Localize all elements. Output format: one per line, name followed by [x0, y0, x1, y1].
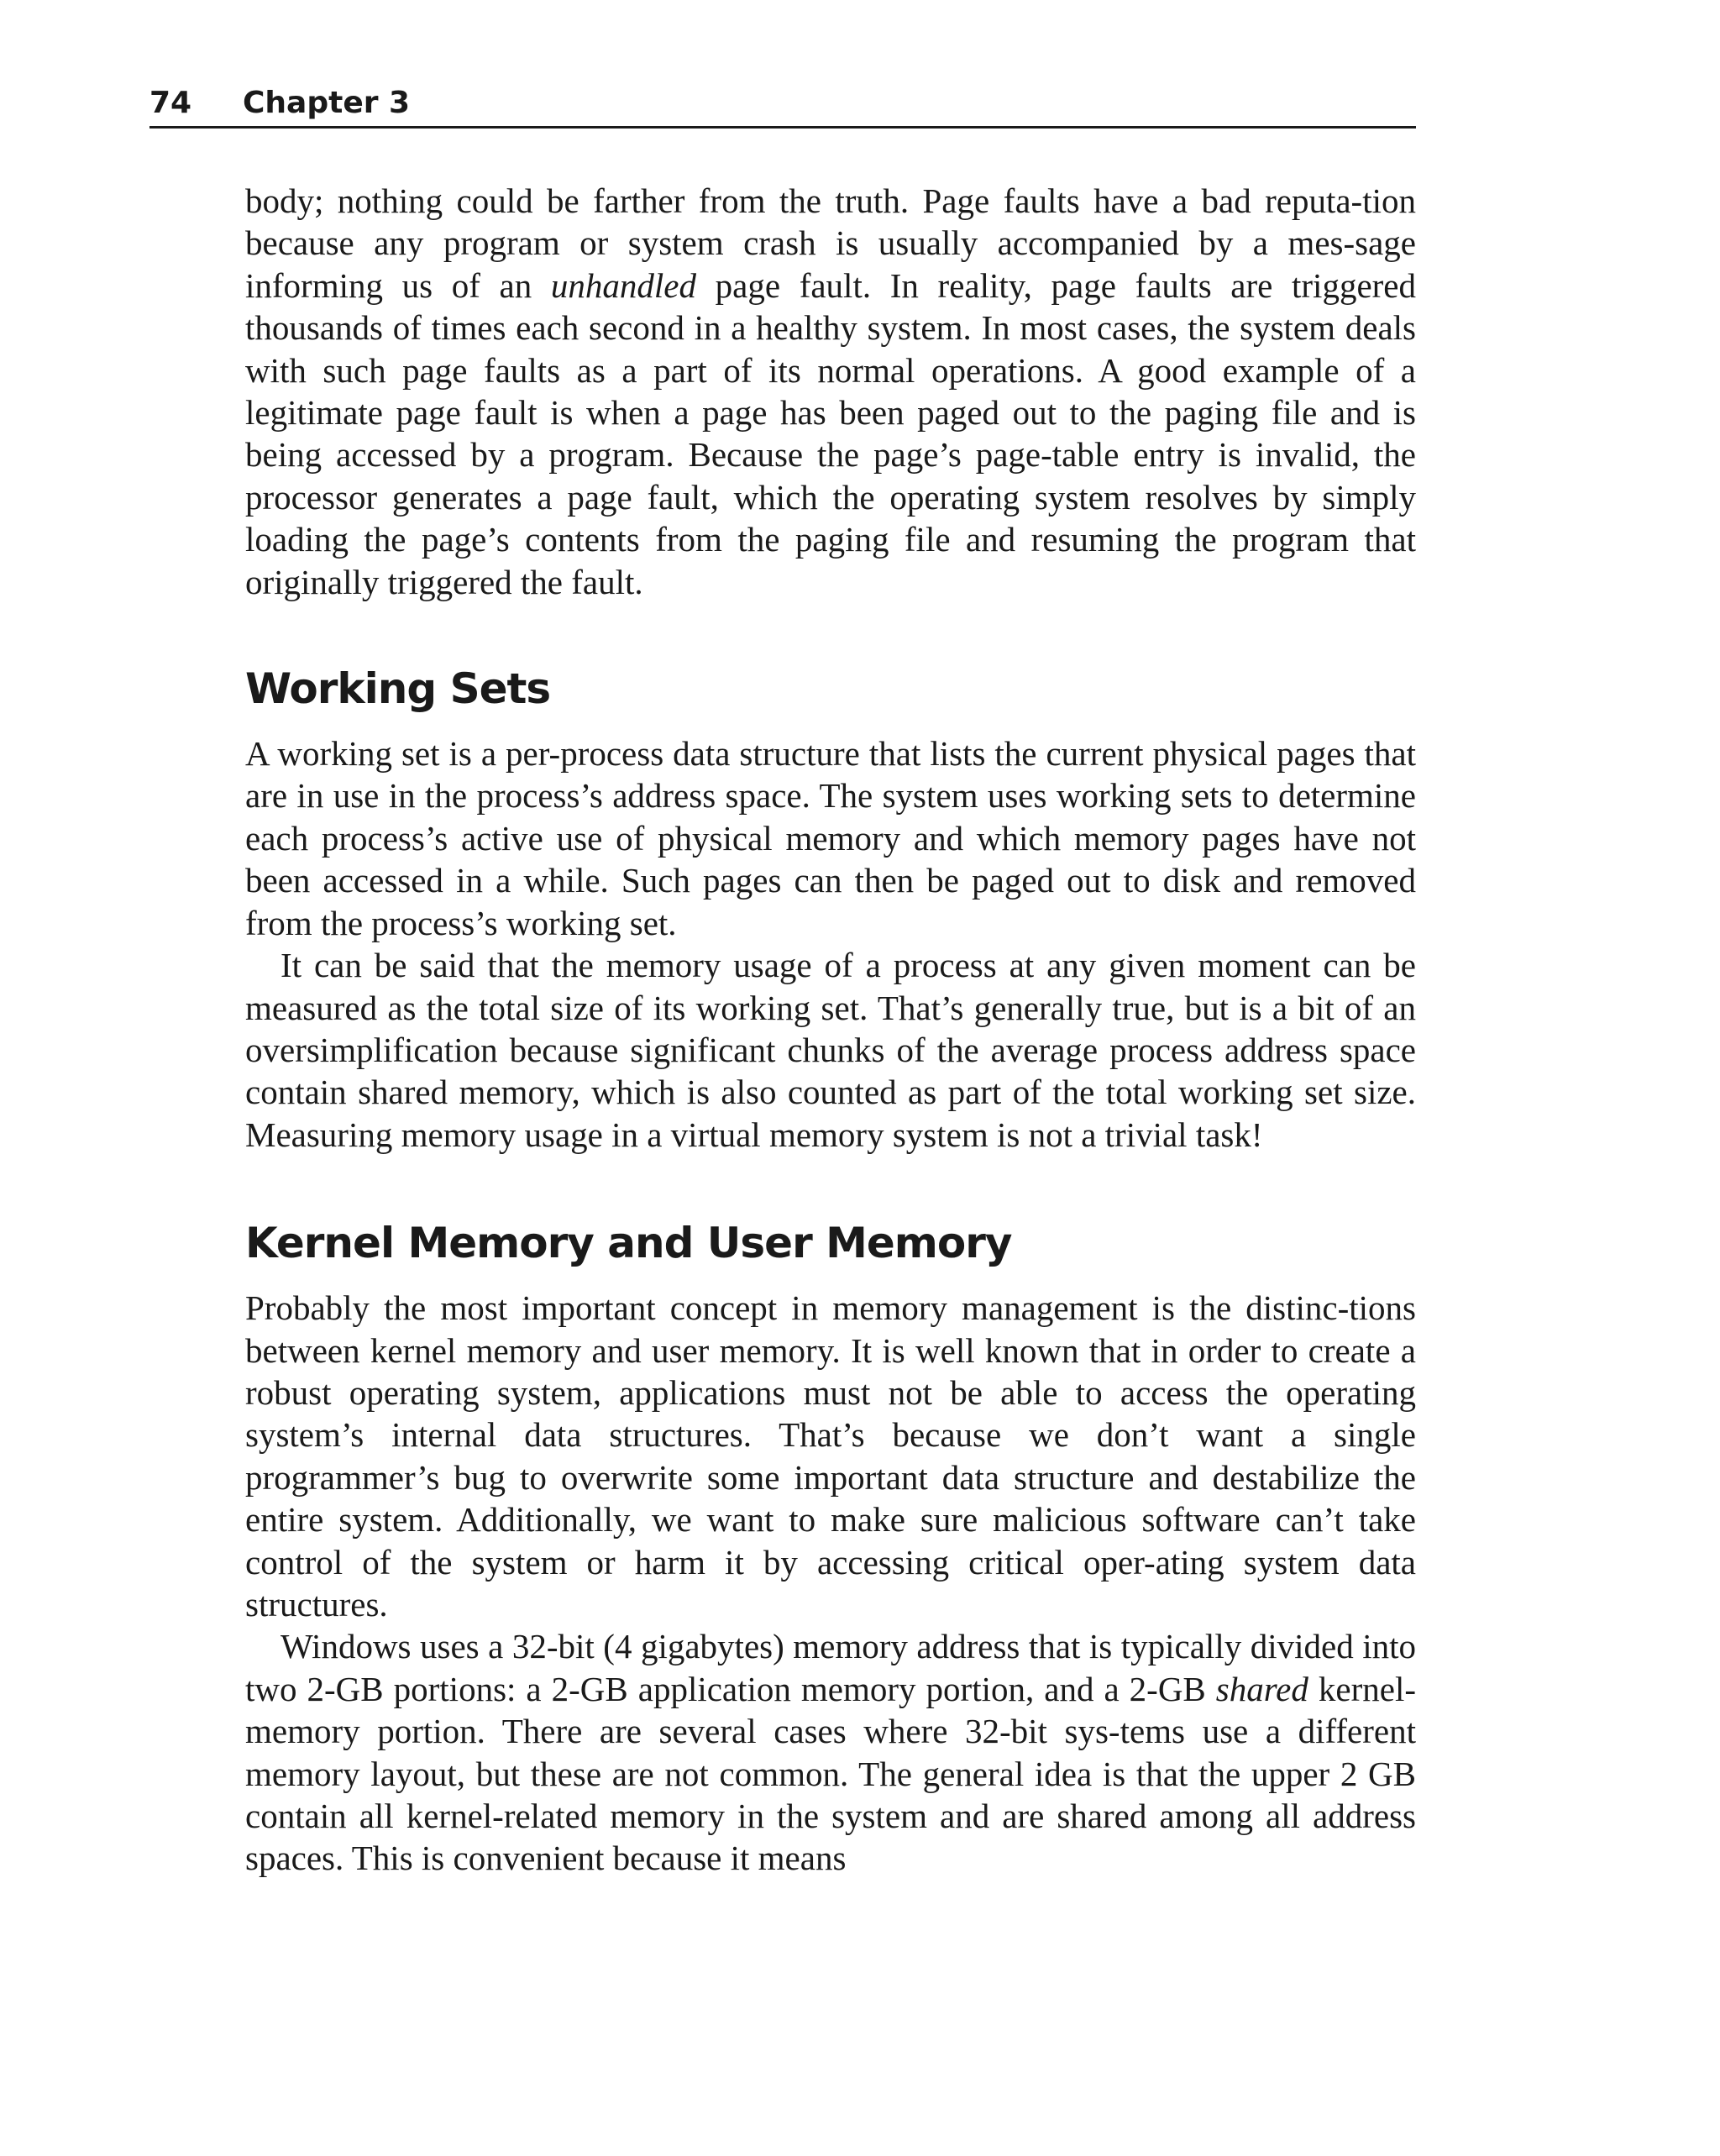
section-heading-working-sets: Working Sets: [245, 664, 551, 714]
kernel-user-paragraph-2: [245, 1625, 1416, 1879]
intro-text-b: page fault. In reality, page faults are triggered thousands of times each second in a healthy system. In most cases, the system deals with such page faults as a part of its normal operations. A good example of a legitimate page fault is when a page has been paged out to the paging file and is being accessed by a program. Because the page’s page-table entry is invalid, the processor generates a page fault, which the operating system resolves by simply loading the page’s contents from the paging file and resuming the program that originally triggered the fault.: [245, 265, 1416, 601]
working-sets-paragraph-1: A working set is a per-process data structure that lists the current physical pages that are in use in the process’s address space. The system uses working sets to determine each process’s active use of physical memory and which memory pages have not been accessed in a while. Such pages can then be paged out to disk and removed from the process’s working set.: [245, 734, 1416, 942]
section-heading-kernel-user-memory: Kernel Memory and User Memory: [245, 1219, 1012, 1268]
intro-text-a: body; nothing could be farther from the truth. Page faults have a bad reputa-tion because any program or system crash is usually accompanied by a mes-sage informing us of an: [245, 181, 1416, 305]
kernel-user-emphasis: shared: [1215, 1669, 1308, 1708]
kernel-user-text-b: kernel-memory portion. There are several cases where 32-bit sys-tems use a different memory layout, but these are not common. The general idea is that the upper 2 GB contain all kernel-related memory in the system and are shared among all address spaces. This is convenient because it means: [245, 1669, 1416, 1878]
intro-paragraph: [245, 180, 1416, 603]
page-body: [245, 180, 1416, 1880]
kernel-user-paragraph-1: Probably the most important concept in memory management is the distinc-tions between kernel memory and user memory. It is well known that in order to create a robust operating system, applications must not be able to access the operating system’s internal data structures. That’s because we don’t want a single programmer’s bug to overwrite some important data structure and destabilize the entire system. Additionally, we want to make sure malicious software can’t take control of the system or harm it by accessing critical oper-ating system data structures.: [245, 1288, 1416, 1624]
kernel-user-text-a: Windows uses a 32-bit (4 gigabytes) memory address that is typically divided into two 2-GB portions: a 2-GB application memory portion, and a 2-GB: [245, 1627, 1416, 1708]
page-number: 74: [149, 86, 192, 120]
working-sets-paragraph-2: It can be said that the memory usage of a process at any given moment can be measured as the total size of its working set. That’s generally true, but is a bit of an oversimplification because significant chunks of the average process address space contain shared memory, which is also counted as part of the total working set size. Measuring memory usage in a virtual memory system is not a trivial task!: [245, 946, 1416, 1154]
running-header: [149, 81, 1416, 129]
intro-emphasis: unhandled: [550, 265, 696, 305]
chapter-title: Chapter 3: [243, 86, 411, 120]
